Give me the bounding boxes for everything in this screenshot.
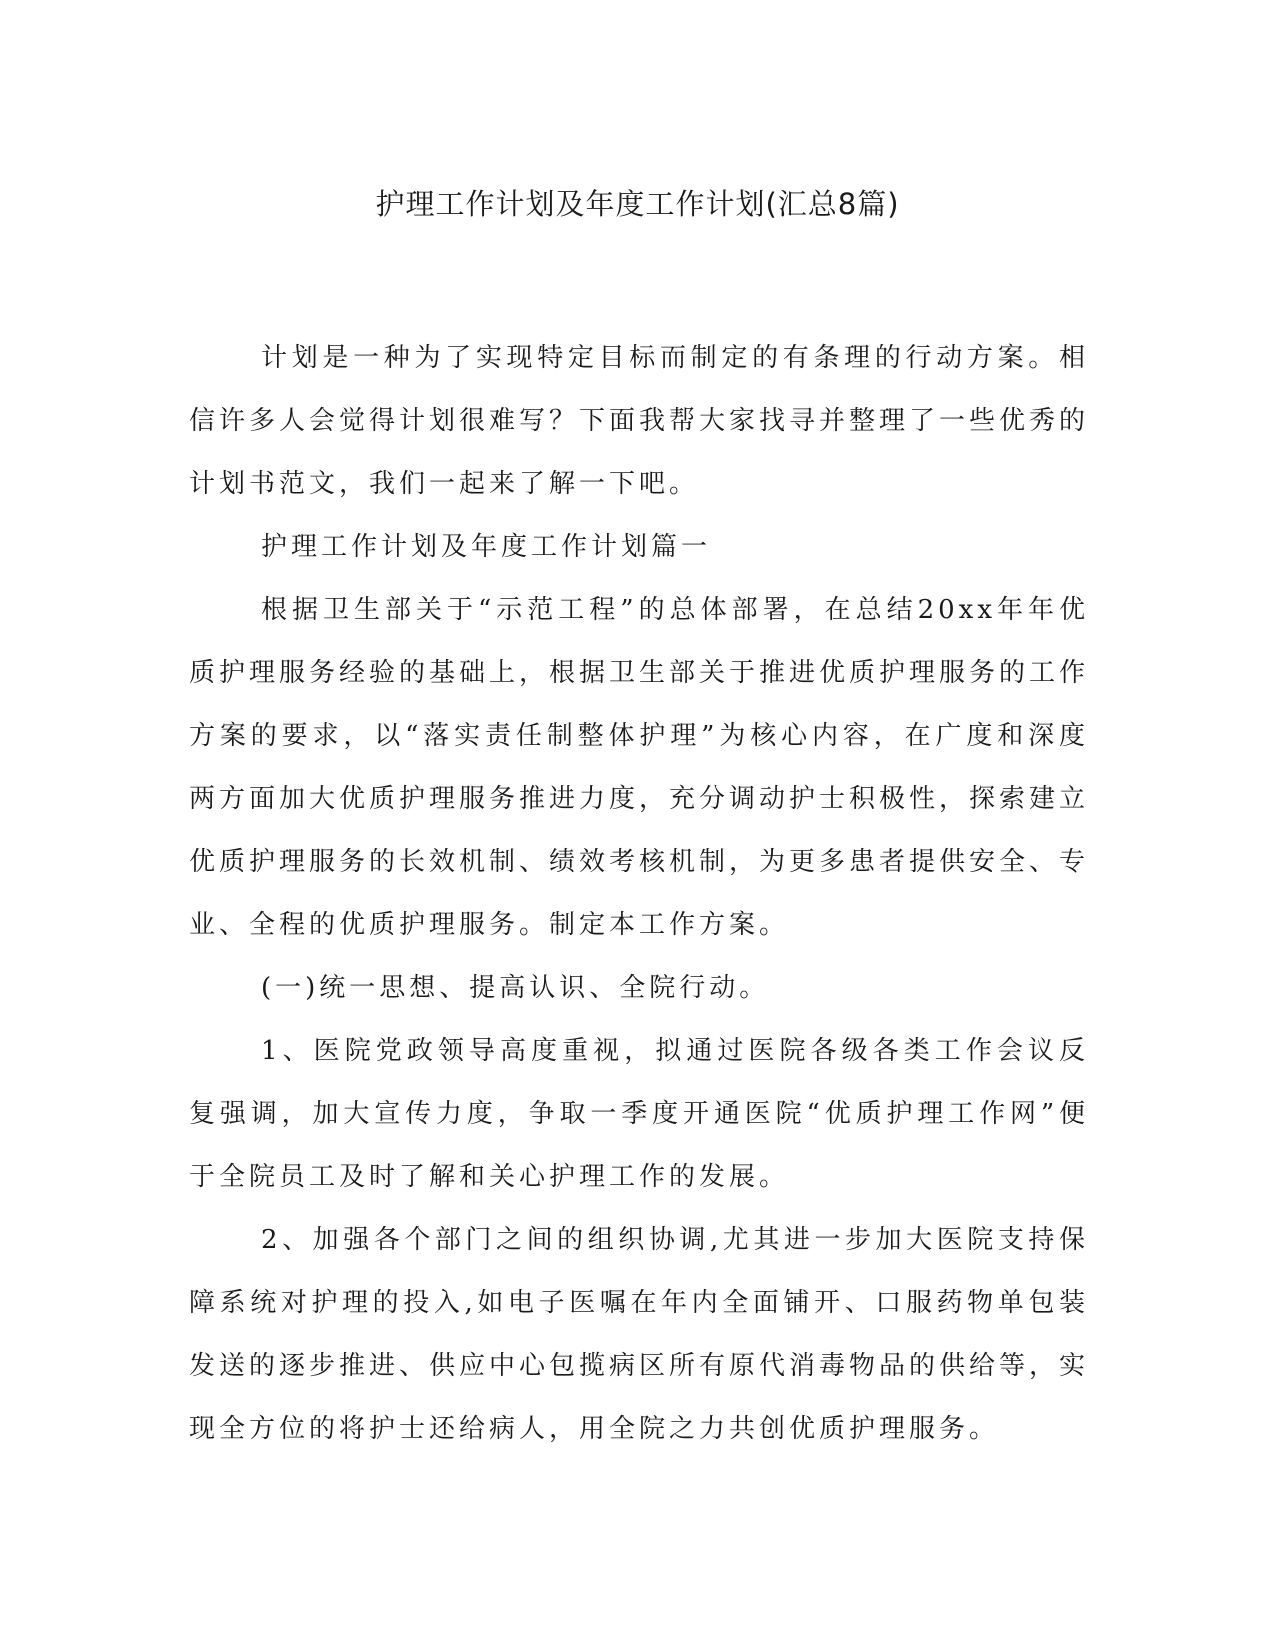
body-paragraph: 根据卫生部关于“示范工程”的总体部署，在总结20xx年年优质护理服务经验的基础上，根据卫生部关于推进优质护理服务的工作方案的要求，以“落实责任制整体护理”为核心内容，在广度和深度两方面加大优质护理服务推进力度，充分调动护士积极性，探索建立优质护理服务的长效机制、绩效考核机制，为更多患者提供安全、专业、全程的优质护理服务。制定本工作方案。 (189, 595, 1090, 940)
subsection-heading: (一)统一思想、提高认识、全院行动。 (261, 973, 770, 1003)
document-body (189, 327, 1089, 1461)
document-title: 护理工作计划及年度工作计划(汇总8篇) (375, 187, 900, 221)
body-paragraph: 1、医院党政领导高度重视，拟通过医院各级各类工作会议反复强调，加大宣传力度，争取一季度开通医院“优质护理工作网”便于全院员工及时了解和关心护理工作的发展。 (189, 1036, 1089, 1192)
section-heading: 护理工作计划及年度工作计划篇一 (261, 532, 712, 562)
intro-paragraph: 计划是一种为了实现特定目标而制定的有条理的行动方案。相信许多人会觉得计划很难写？下面我帮大家找寻并整理了一些优秀的计划书范文，我们一起来了解一下吧。 (189, 343, 1090, 499)
body-paragraph: 2、加强各个部门之间的组织协调,尤其进一步加大医院支持保障系统对护理的投入,如电子医嘱在年内全面铺开、口服药物单包装发送的逐步推进、供应中心包揽病区所有原代消毒物品的供给等，实现全方位的将护士还给病人，用全院之力共创优质护理服务。 (189, 1225, 1090, 1444)
